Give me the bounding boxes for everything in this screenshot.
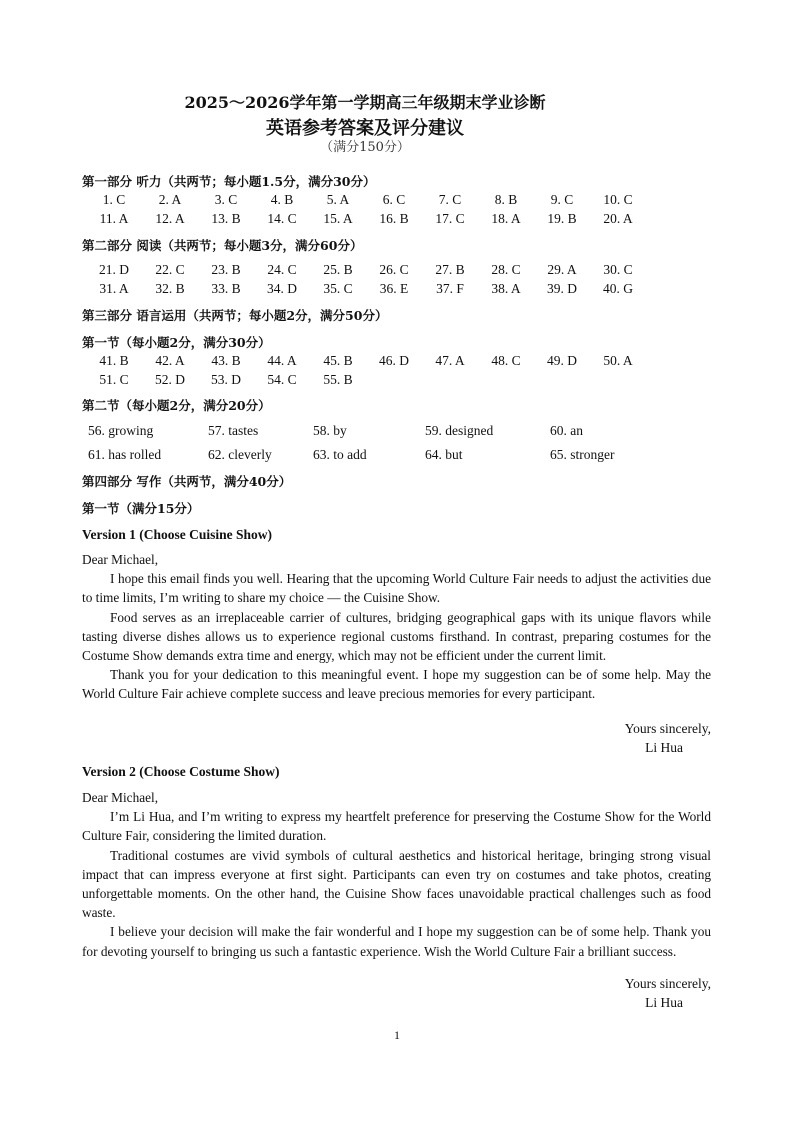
- answer-item: 16. B: [379, 211, 409, 226]
- answer-item: 46. D: [379, 353, 409, 368]
- answer-item: 26. C: [379, 262, 409, 277]
- answer-item: 39. D: [547, 281, 577, 296]
- greeting: Dear Michael,: [82, 790, 159, 805]
- signer-name: Li Hua: [645, 740, 683, 755]
- part4-heading: 第四部分 写作（共两节，满分40分）: [82, 474, 292, 489]
- paragraph: I’m Li Hua, and I’m writing to express my heartfelt preference for preserving the Costume Show for the World Culture Fair, considering the limited duration.: [82, 809, 711, 844]
- part3-heading: 第三部分 语言运用（共两节；每小题2分，满分50分）: [82, 308, 388, 323]
- answer-item: 64. but: [425, 447, 463, 462]
- answer-item: 57. tastes: [208, 423, 259, 438]
- answer-item: 47. A: [435, 353, 465, 368]
- answer-item: 12. A: [155, 211, 185, 226]
- answer-item: 18. A: [491, 211, 521, 226]
- answer-item: 21. D: [99, 262, 129, 277]
- answer-item: 20. A: [603, 211, 633, 226]
- page-number: 1: [394, 1028, 400, 1042]
- paragraph: I hope this email finds you well. Hearing that the upcoming World Culture Fair needs to adjust the activities due to time limits, I’m writing to share my choice — the Cuisine Show.: [82, 571, 711, 606]
- signer-name: Li Hua: [645, 995, 683, 1010]
- closing: Yours sincerely,: [624, 721, 711, 736]
- answer-item: 61. has rolled: [88, 447, 162, 462]
- answer-item: 37. F: [436, 281, 464, 296]
- answer-item: 38. A: [491, 281, 521, 296]
- part3-section1-row: [86, 353, 646, 369]
- part3-section2-heading: 第二节（每小题2分，满分20分）: [82, 398, 271, 413]
- part3-section2-row: [88, 423, 630, 439]
- part3-section2-row: [88, 447, 630, 463]
- answer-item: 31. A: [99, 281, 129, 296]
- answer-item: 7. C: [438, 192, 462, 207]
- answer-item: 43. B: [211, 353, 241, 368]
- part1-row: [86, 211, 646, 227]
- answer-item: 51. C: [99, 372, 129, 387]
- answer-item: 1. C: [102, 192, 126, 207]
- part3-section1-heading: 第一节（每小题2分，满分30分）: [82, 335, 271, 350]
- answer-item: 48. C: [491, 353, 521, 368]
- paragraph: Food serves as an irreplaceable carrier of cultures, bridging geographical gaps with its unique flavors while tasting diverse dishes allows us to experience regional customs firsthand. In contrast, preparing costumes for the Costume Show demands extra time and energy, which may not be efficient under the current limit.: [82, 609, 711, 664]
- document-subtitle: 英语参考答案及评分建议: [266, 118, 464, 139]
- answer-item: 6. C: [382, 192, 406, 207]
- answer-item: 62. cleverly: [208, 447, 272, 462]
- paragraph: Thank you for your dedication to this meaningful event. I hope my suggestion can be of some help. May the World Culture Fair achieve complete success and leave precious memories for every participant.: [82, 667, 711, 702]
- answer-item: 32. B: [155, 281, 185, 296]
- answer-item: 13. B: [211, 211, 241, 226]
- answer-item: 30. C: [603, 262, 633, 277]
- part2-row: [86, 281, 646, 297]
- part4-section1-heading: 第一节（满分15分）: [82, 501, 200, 516]
- answer-item: 55. B: [323, 372, 353, 387]
- version1-letter: [82, 550, 711, 704]
- answer-item: 8. B: [494, 192, 518, 207]
- answer-item: 14. C: [267, 211, 297, 226]
- answer-item: 60. an: [550, 423, 583, 438]
- answer-item: 54. C: [267, 372, 297, 387]
- answer-item: 41. B: [99, 353, 129, 368]
- version2-label: Version 2 (Choose Costume Show): [82, 764, 280, 779]
- closing: Yours sincerely,: [624, 976, 711, 991]
- answer-item: 53. D: [211, 372, 241, 387]
- answer-item: 9. C: [550, 192, 574, 207]
- version2-letter: [82, 788, 711, 961]
- answer-item: 50. A: [603, 353, 633, 368]
- answer-item: 59. designed: [425, 423, 494, 438]
- answer-item: 49. D: [547, 353, 577, 368]
- answer-item: 24. C: [267, 262, 297, 277]
- answer-item: 29. A: [547, 262, 577, 277]
- answer-item: 25. B: [323, 262, 353, 277]
- answer-item: 35. C: [323, 281, 353, 296]
- answer-item: 52. D: [155, 372, 185, 387]
- greeting: Dear Michael,: [82, 552, 159, 567]
- answer-item: 15. A: [323, 211, 353, 226]
- answer-item: 45. B: [323, 353, 353, 368]
- answer-item: 2. A: [158, 192, 182, 207]
- full-score: （满分150分）: [320, 140, 410, 155]
- version1-label: Version 1 (Choose Cuisine Show): [82, 527, 273, 542]
- paragraph: Traditional costumes are vivid symbols of cultural aesthetics and historical heritage, bringing strong visual impact that can impress everyone at first sight. Participants can even try on costumes and take photos, creating unforgettable moments. On the other hand, the Cuisine Show faces unavoidable practical challenges such as food waste.: [82, 847, 711, 921]
- version1-signature: [625, 719, 711, 757]
- answer-item: 56. growing: [88, 423, 154, 438]
- part1-row: [86, 192, 646, 208]
- version2-signature: [625, 974, 711, 1012]
- answer-item: 22. C: [155, 262, 185, 277]
- answer-item: 63. to add: [313, 447, 367, 462]
- answer-item: 44. A: [267, 353, 297, 368]
- answer-item: 10. C: [603, 192, 633, 207]
- answer-item: 5. A: [326, 192, 350, 207]
- part2-row: [86, 262, 646, 278]
- answer-item: 11. A: [99, 211, 129, 226]
- answer-item: 4. B: [270, 192, 294, 207]
- part2-heading: 第二部分 阅读（共两节；每小题3分，满分60分）: [82, 238, 363, 253]
- answer-item: 58. by: [313, 423, 347, 438]
- answer-item: 36. E: [379, 281, 409, 296]
- answer-item: 42. A: [155, 353, 185, 368]
- answer-item: 27. B: [435, 262, 465, 277]
- answer-item: 33. B: [211, 281, 241, 296]
- answer-item: 65. stronger: [550, 447, 615, 462]
- answer-item: 40. G: [603, 281, 633, 296]
- answer-item: 3. C: [214, 192, 238, 207]
- answer-item: 23. B: [211, 262, 241, 277]
- answer-item: 34. D: [267, 281, 297, 296]
- answer-item: 19. B: [547, 211, 577, 226]
- document-title: 2025～2026学年第一学期高三年级期末学业诊断: [184, 93, 546, 112]
- answer-item: 17. C: [435, 211, 465, 226]
- part3-section1-row: [86, 372, 366, 388]
- answer-item: 28. C: [491, 262, 521, 277]
- part1-heading: 第一部分 听力（共两节；每小题1.5分，满分30分）: [82, 174, 376, 189]
- paragraph: I believe your decision will make the fair wonderful and I hope my suggestion can be of some help. Thank you for devoting yourself to bringing us such a fantastic experience. Wish the World Culture Fair a brilliant success.: [82, 924, 711, 959]
